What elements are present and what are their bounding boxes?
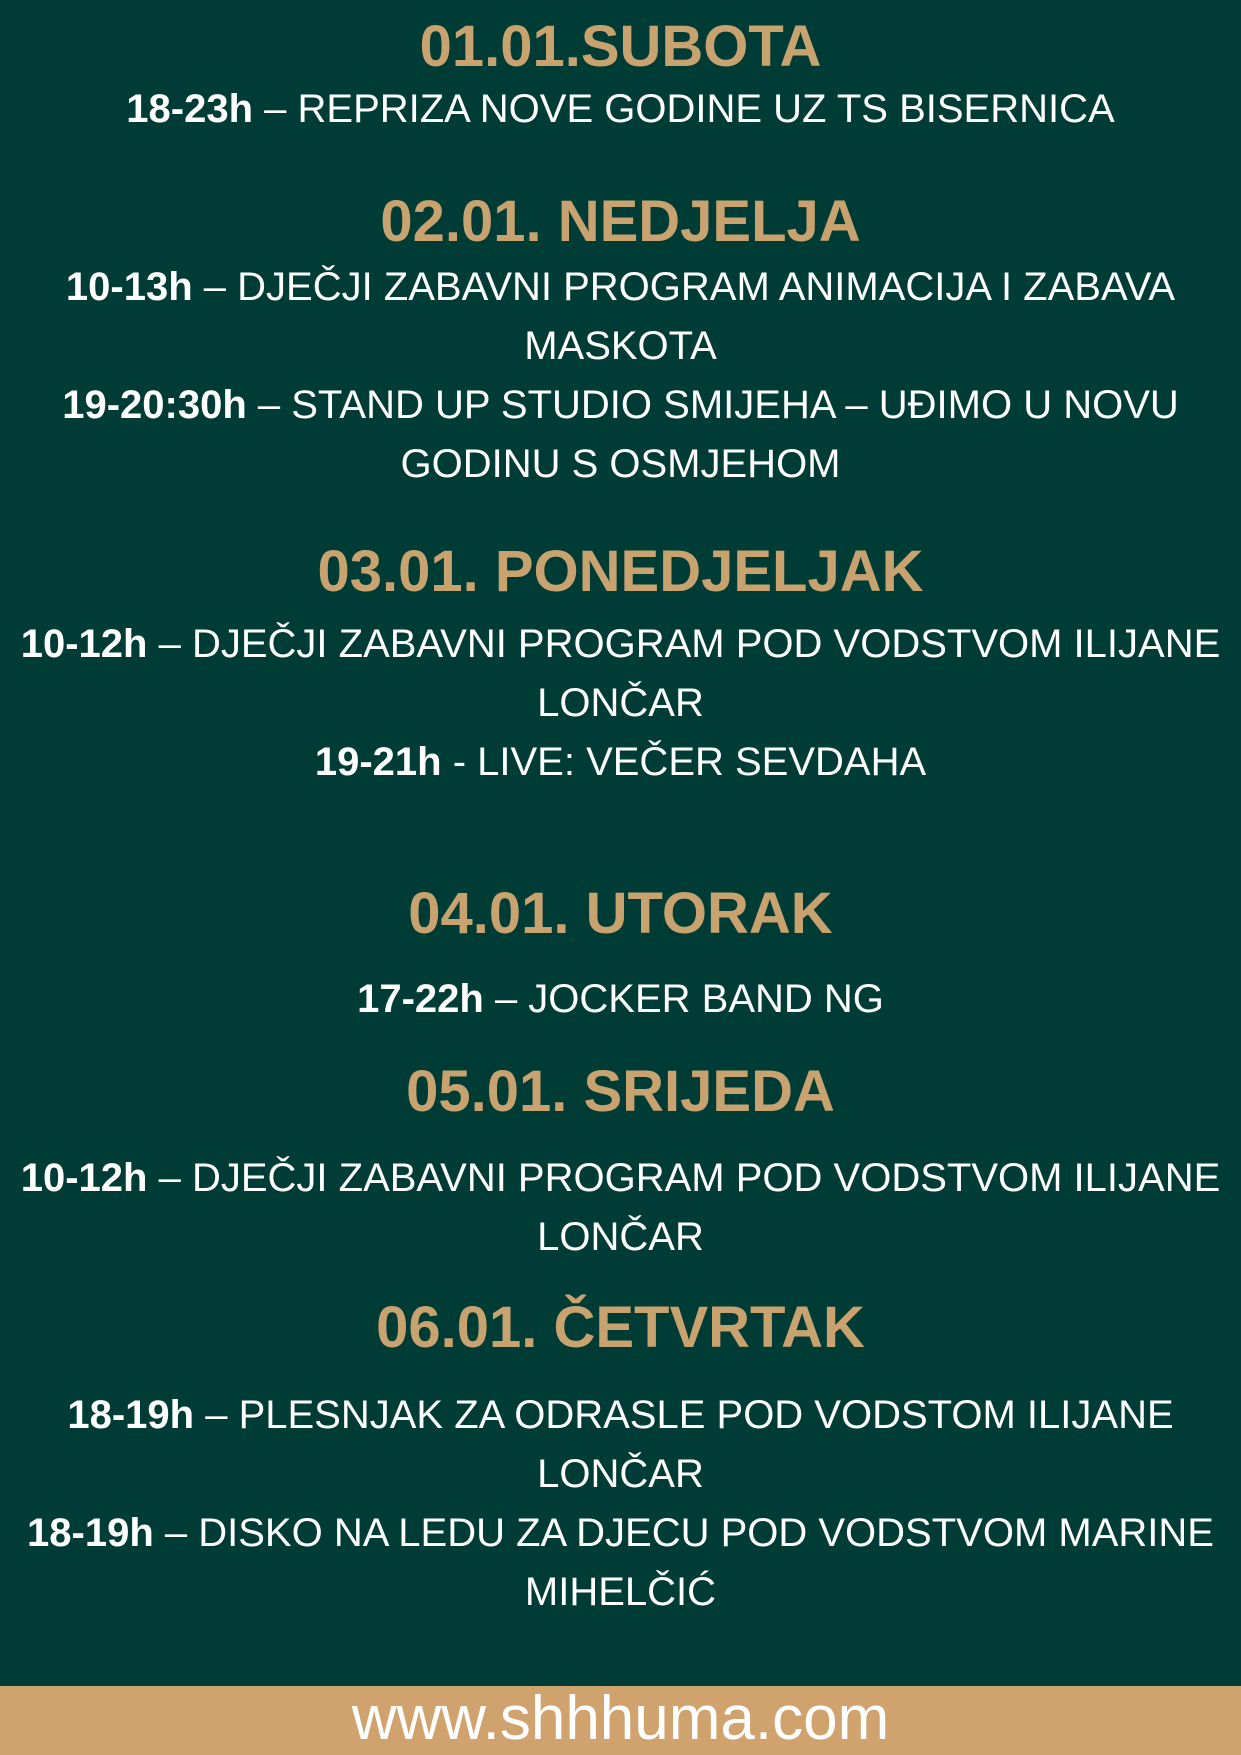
event-time: 19-20:30h xyxy=(62,383,247,427)
event-item xyxy=(20,80,1221,139)
event-description: – REPRIZA NOVE GODINE UZ TS BISERNICA xyxy=(253,87,1115,131)
event-item xyxy=(20,1504,1221,1622)
event-description: – DISKO NA LEDU ZA DJECU POD VODSTVOM MARINE MIHELČIĆ xyxy=(153,1511,1214,1614)
event-item xyxy=(20,1386,1221,1504)
event-item xyxy=(20,615,1221,733)
event-description: – DJEČJI ZABAVNI PROGRAM POD VODSTVOM ILIJANE LONČAR xyxy=(147,622,1221,725)
day-heading-sunday: 02.01. NEDJELJA xyxy=(380,189,861,254)
event-time: 10-12h xyxy=(20,622,148,666)
event-time: 17-22h xyxy=(357,977,484,1021)
event-description: - LIVE: VEČER SEVDAHA xyxy=(441,740,927,784)
day-heading-saturday: 01.01.SUBOTA xyxy=(419,14,822,79)
event-time: 19-21h xyxy=(314,740,442,784)
event-description: – JOCKER BAND NG xyxy=(483,977,884,1021)
event-description: – DJEČJI ZABAVNI PROGRAM POD VODSTVOM ILIJANE LONČAR xyxy=(147,1156,1221,1259)
event-item xyxy=(20,970,1221,1029)
event-time: 18-19h xyxy=(67,1393,195,1437)
day-heading-monday: 03.01. PONEDJELJAK xyxy=(317,539,924,604)
day-heading-tuesday: 04.01. UTORAK xyxy=(408,881,833,946)
event-item xyxy=(20,1149,1221,1267)
event-time: 10-13h xyxy=(65,265,193,309)
event-description: – DJEČJI ZABAVNI PROGRAM ANIMACIJA I ZABAVA MASKOTA xyxy=(192,265,1176,368)
event-time: 18-23h xyxy=(126,87,254,131)
event-item xyxy=(20,733,1221,792)
website-link[interactable]: www.shhhuma.com xyxy=(351,1684,890,1753)
event-time: 10-12h xyxy=(20,1156,148,1200)
event-item xyxy=(20,376,1221,494)
event-item xyxy=(20,258,1221,376)
event-description: – STAND UP STUDIO SMIJEHA – UĐIMO U NOVU GODINU S OSMJEHOM xyxy=(246,383,1179,486)
event-description: – PLESNJAK ZA ODRASLE POD VODSTOM ILIJANE LONČAR xyxy=(194,1393,1174,1496)
footer-bar xyxy=(0,1686,1241,1755)
event-time: 18-19h xyxy=(27,1511,154,1555)
day-heading-wednesday: 05.01. SRIJEDA xyxy=(406,1059,835,1124)
day-heading-thursday: 06.01. ČETVRTAK xyxy=(376,1295,865,1360)
